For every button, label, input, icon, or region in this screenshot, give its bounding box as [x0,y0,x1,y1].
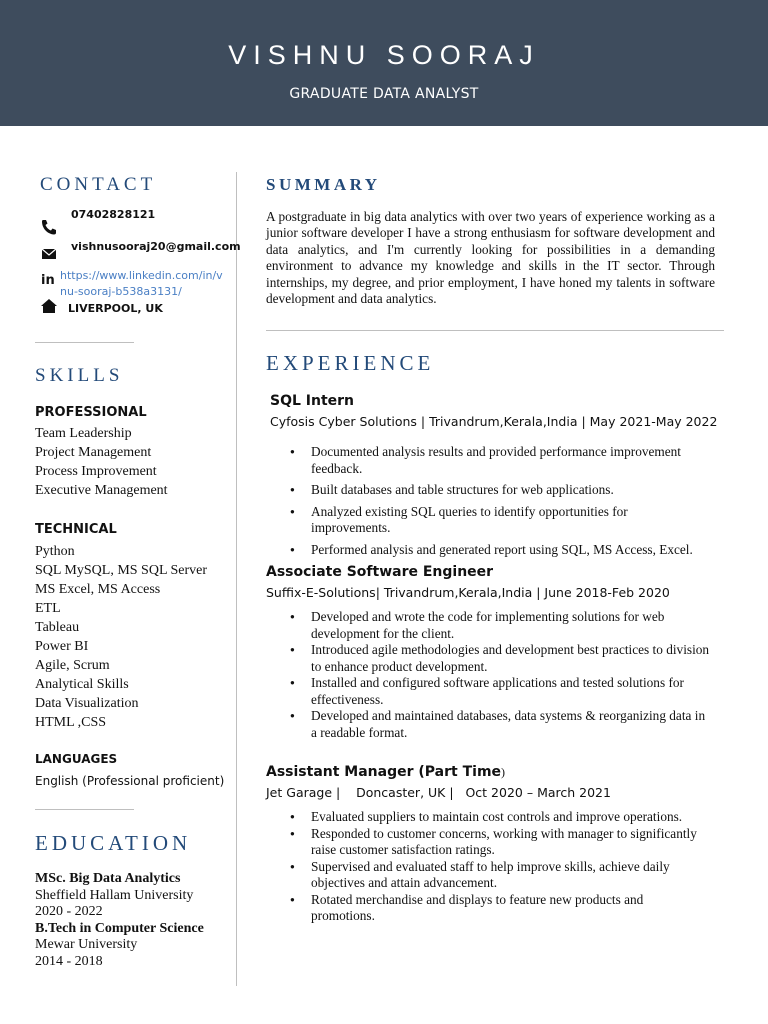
skill-item: Team Leadership [35,426,132,441]
column-divider [236,172,237,986]
school: Sheffield Hallam University [35,887,194,903]
education-title: EDUCATION [35,831,192,855]
job-bullet: ● Evaluated suppliers to maintain cost controls and improve operations. [290,809,710,826]
job-bullet: ● Built databases and table structures for web applications. [290,482,710,499]
degree: MSc. Big Data Analytics [35,871,181,886]
home-icon [40,298,58,314]
job-title: SQL Intern [270,393,355,409]
languages-heading: LANGUAGES [35,752,118,766]
job-title: Associate Software Engineer [266,564,494,580]
skill-item: Executive Management [35,483,168,498]
job-bullet: ● Supervised and evaluated staff to help improve skills, achieve daily objectives and attain advancement. [290,859,710,892]
candidate-role: GRADUATE DATA ANALYST [289,86,479,102]
contact-title: CONTACT [40,174,157,195]
divider [35,342,134,343]
skill-item: SQL MySQL, MS SQL Server [35,563,208,578]
years: 2014 - 2018 [35,953,103,969]
linkedin-icon [40,271,58,287]
skill-item: Analytical Skills [35,677,129,692]
summary-text: A postgraduate in big data analytics with over two years of experience working as a junior software developer I have a strong enthusiasm for software development and data analytics, and I'm currently looking for possibilities in a demanding environment to advance my knowledge and skills in the IT sector. Through internships, my degree, and prior employment, I have honed my talents in software development and data analytics. [266,209,715,307]
linkedin-url-line-1[interactable]: https://www.linkedin.com/in/v [60,269,223,282]
job-bullets [290,609,710,741]
job-bullets [290,809,710,925]
summary-title: SUMMARY [266,175,381,194]
professional-skills-list [35,424,168,500]
candidate-name: VISHNU SOORAJ [228,40,540,70]
phone-icon [40,219,58,235]
job-meta: Jet Garage | Doncaster, UK | Oct 2020 – March 2021 [266,785,611,800]
divider [35,809,134,810]
degree: B.Tech in Computer Science [35,920,204,936]
skill-item: Tableau [35,620,80,635]
location: LIVERPOOL, UK [68,302,163,315]
professional-heading: PROFESSIONAL [35,405,147,420]
job-bullet: ● Developed and maintained databases, data systems & reorganizing data in a readable format. [290,708,710,741]
job-title [266,764,505,780]
job-meta: Suffix-E-Solutions| Trivandrum,Kerala,India | June 2018-Feb 2020 [266,585,670,600]
job-bullet: ● Responded to customer concerns, working with manager to significantly raise customer satisfaction ratings. [290,826,710,859]
svg-text:in: in [41,273,55,287]
email-address[interactable]: vishnusooraj20@gmail.com [71,240,241,253]
job-bullets [290,444,710,563]
job-bullet: ● Rotated merchandise and displays to feature new products and promotions. [290,892,710,925]
job-bullet: ● Performed analysis and generated report using SQL, MS Access, Excel. [290,542,710,559]
skill-item: Python [35,544,75,559]
linkedin-url-line-2[interactable]: nu-sooraj-b538a3131/ [60,285,182,298]
skill-item: Process Improvement [35,464,157,479]
technical-heading: TECHNICAL [35,522,117,537]
education-list [35,871,204,970]
job-title-text: Assistant Manager (Part Time [266,764,502,780]
job-bullet: ● Installed and configured software applications and tested solutions for effectiveness. [290,675,710,708]
job-bullet: ● Documented analysis results and provided performance improvement feedback. [290,444,710,477]
skill-item: ETL [35,601,61,616]
skills-title: SKILLS [35,365,124,386]
job-bullet: ● Analyzed existing SQL queries to identify opportunities for improvements. [290,504,710,537]
job-meta: Cyfosis Cyber Solutions | Trivandrum,Kerala,India | May 2021-May 2022 [270,414,718,429]
job-bullet: ● Developed and wrote the code for implementing solutions for web development for the client. [290,609,710,642]
skill-item: Power BI [35,639,89,654]
technical-skills-list [35,542,207,732]
divider [266,330,724,331]
language-item: English (Professional proficient) [35,774,225,788]
school: Mewar University [35,937,138,952]
skill-item: HTML ,CSS [35,715,107,730]
phone-number[interactable]: 07402828121 [71,208,156,221]
experience-title: EXPERIENCE [266,351,435,375]
linkedin-url[interactable] [60,268,230,300]
mail-icon [40,246,58,262]
skill-item: Data Visualization [35,696,139,711]
job-title-suffix: ) [501,765,506,779]
job-bullet: ● Introduced agile methodologies and development best practices to division to enhance product development. [290,642,710,675]
years: 2020 - 2022 [35,904,103,919]
skill-item: Project Management [35,445,152,460]
skill-item: Agile, Scrum [35,658,110,673]
skill-item: MS Excel, MS Access [35,582,161,597]
